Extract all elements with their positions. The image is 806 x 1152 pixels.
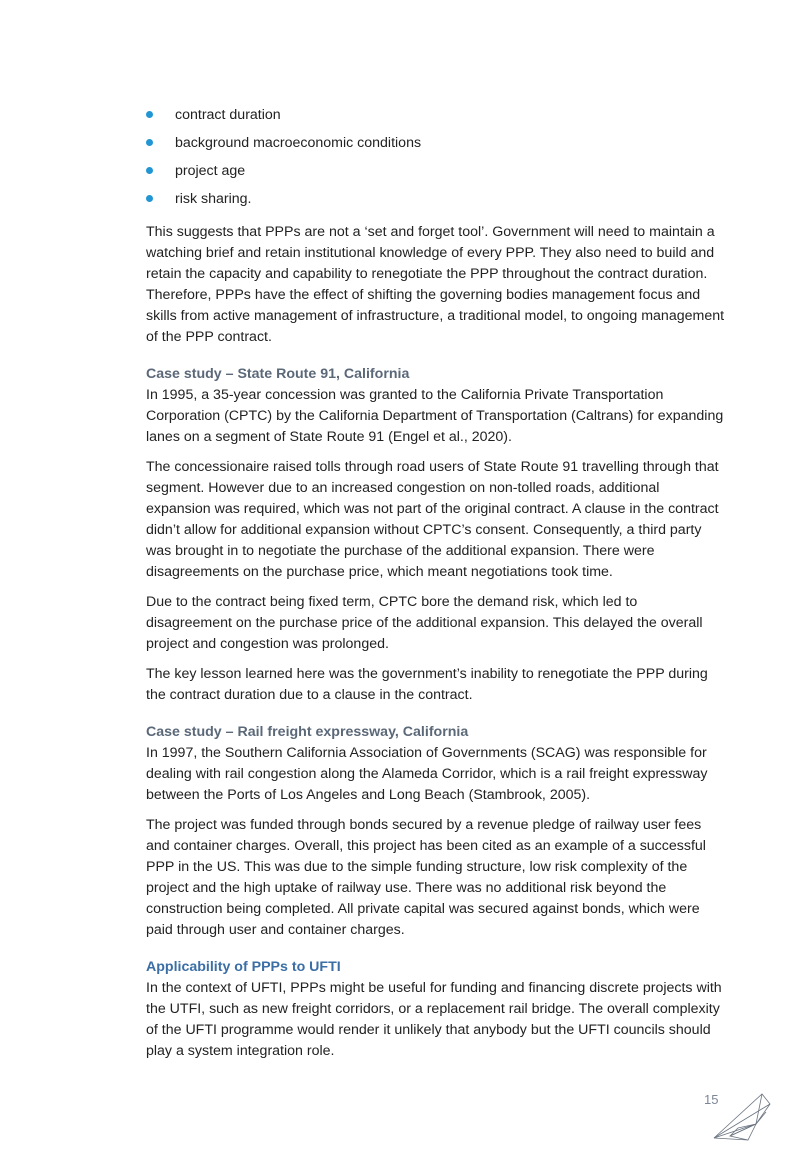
paragraph: Due to the contract being fixed term, CPTC bore the demand risk, which led to disagreement on the purchase price of the additional expansion. This delayed the overall project and congestion was prolonged. <box>146 594 703 652</box>
paragraph: In 1995, a 35-year concession was granted to the California Private Transportation Corporation (CPTC) by the California Department of Transportation (Caltrans) for expanding lanes on a segment of State Route 91 (Engel et al., 2020). <box>146 387 724 445</box>
document-body <box>146 104 726 1071</box>
bullet-icon <box>146 139 153 146</box>
paragraph: In 1997, the Southern California Association of Governments (SCAG) was responsible for dealing with rail congestion along the Alameda Corridor, which is a rail freight expressway between the Ports of Los Angeles and Long Beach (Stambrook, 2005). <box>146 745 708 803</box>
page-number: 15 <box>704 1092 719 1107</box>
list-item: risk sharing. <box>146 188 726 216</box>
paragraph: The key lesson learned here was the government’s inability to renegotiate the PPP during the contract duration due to a clause in the contract. <box>146 666 708 703</box>
case-study-state-route-91 <box>146 364 726 706</box>
paragraph: The concessionaire raised tolls through road users of State Route 91 travelling through that segment. However due to an increased congestion on non-tolled roads, additional expansion was required, which was not part of the original contract. A clause in the contract didn’t allow for additional expansion without CPTC’s consent. Consequently, a third party was brought in to negotiate the purchase of the additional expansion. There were disagreements on the purchase price, which meant negotiations took time. <box>146 459 719 580</box>
bullet-list <box>146 104 726 216</box>
list-item: project age <box>146 160 726 188</box>
bullet-icon <box>146 111 153 118</box>
case-study-rail-freight <box>146 722 726 941</box>
geometric-logo-icon <box>708 1088 774 1142</box>
applicability-section <box>146 957 726 1062</box>
section-heading: Applicability of PPPs to UFTI <box>146 959 341 975</box>
list-item: background macroeconomic conditions <box>146 132 726 160</box>
bullet-icon <box>146 195 153 202</box>
bullet-icon <box>146 167 153 174</box>
paragraph: In the context of UFTI, PPPs might be useful for funding and financing discrete projects with the UTFI, such as new freight corridors, or a replacement rail bridge. The overall complexity of the UFTI programme would render it unlikely that anybody but the UFTI councils should play a system integration role. <box>146 980 722 1059</box>
case-heading: Case study – State Route 91, California <box>146 366 410 382</box>
paragraph: The project was funded through bonds secured by a revenue pledge of railway user fees and container charges. Overall, this project has been cited as an example of a successful PPP in the US. This was due to the simple funding structure, low risk complexity of the project and the high uptake of railway use. There was no additional risk beyond the construction being completed. All private capital was secured against bonds, which were paid through user and container charges. <box>146 817 706 938</box>
list-item: contract duration <box>146 104 726 132</box>
intro-paragraph: This suggests that PPPs are not a ‘set and forget tool’. Government will need to maintain a watching brief and retain institutional knowledge of every PPP. They also need to build and retain the capacity and capability to renegotiate the PPP throughout the contract duration. Therefore, PPPs have the effect of shifting the governing bodies management focus and skills from active management of infrastructure, a traditional model, to ongoing management of the PPP contract. <box>146 224 725 345</box>
case-heading: Case study – Rail freight expressway, California <box>146 724 469 740</box>
